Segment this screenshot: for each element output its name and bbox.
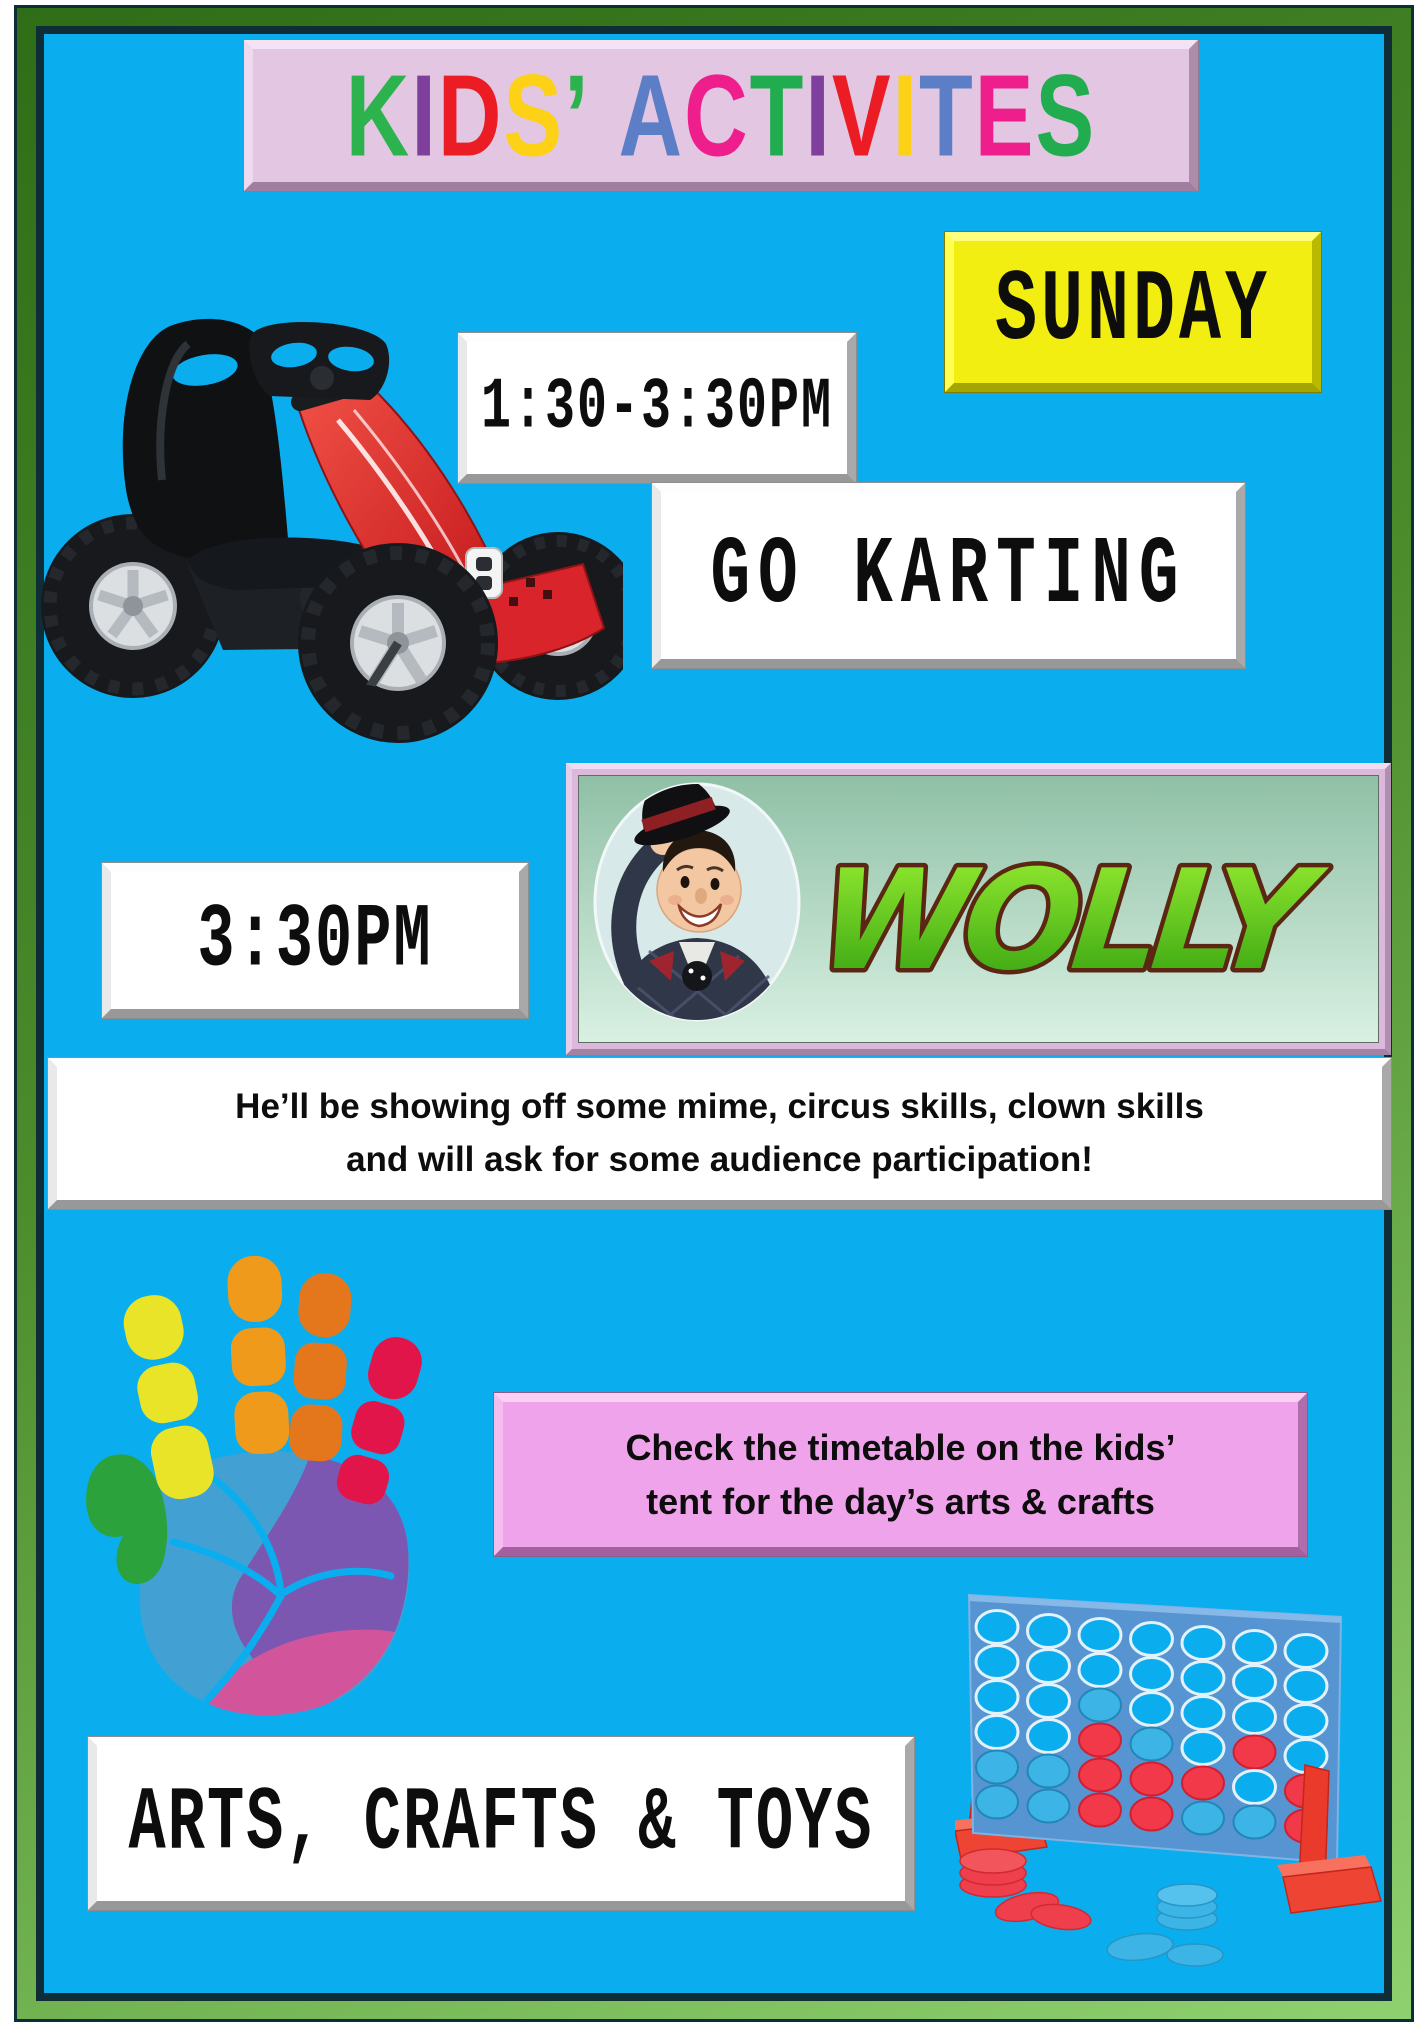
wolly-description-line1: He’ll be showing off some mime, circus skills, clown skills <box>235 1087 1204 1126</box>
poster-title: KIDS’ ACTIVITES <box>345 49 1097 181</box>
wolly-time: 3:30PM <box>197 889 433 992</box>
day-badge-label: SUNDAY <box>994 254 1272 370</box>
crafts-note-line2: tent for the day’s arts & crafts <box>646 1480 1155 1522</box>
connect-four-photo <box>955 1555 1385 2015</box>
clown-photo <box>579 776 1368 1030</box>
go-karting-time: 1:30-3:30PM <box>480 366 834 450</box>
wolly-banner <box>566 763 1391 1055</box>
crafts-note-box <box>494 1393 1307 1556</box>
loose-blue-chips <box>1106 1884 1223 1966</box>
poster-title-box <box>244 40 1198 191</box>
go-karting-title-box <box>652 483 1245 668</box>
handprint-graphic <box>55 1240 455 1740</box>
wolly-time-box <box>102 863 528 1018</box>
day-badge <box>945 232 1321 392</box>
go-karting-time-box <box>458 333 856 483</box>
arts-crafts-title-box <box>88 1737 914 1910</box>
wolly-name: WOLLY <box>811 840 1313 1001</box>
go-karting-title: GO KARTING <box>710 521 1187 630</box>
wolly-banner-inner <box>578 775 1379 1043</box>
loose-red-chips <box>960 1849 1092 1933</box>
arts-crafts-title: ARTS, CRAFTS & TOYS <box>128 1772 874 1875</box>
crafts-note-line1: Check the timetable on the kids’ <box>625 1426 1176 1468</box>
wolly-description-box <box>48 1058 1391 1209</box>
wolly-description-line2: and will ask for some audience participation! <box>346 1139 1093 1179</box>
